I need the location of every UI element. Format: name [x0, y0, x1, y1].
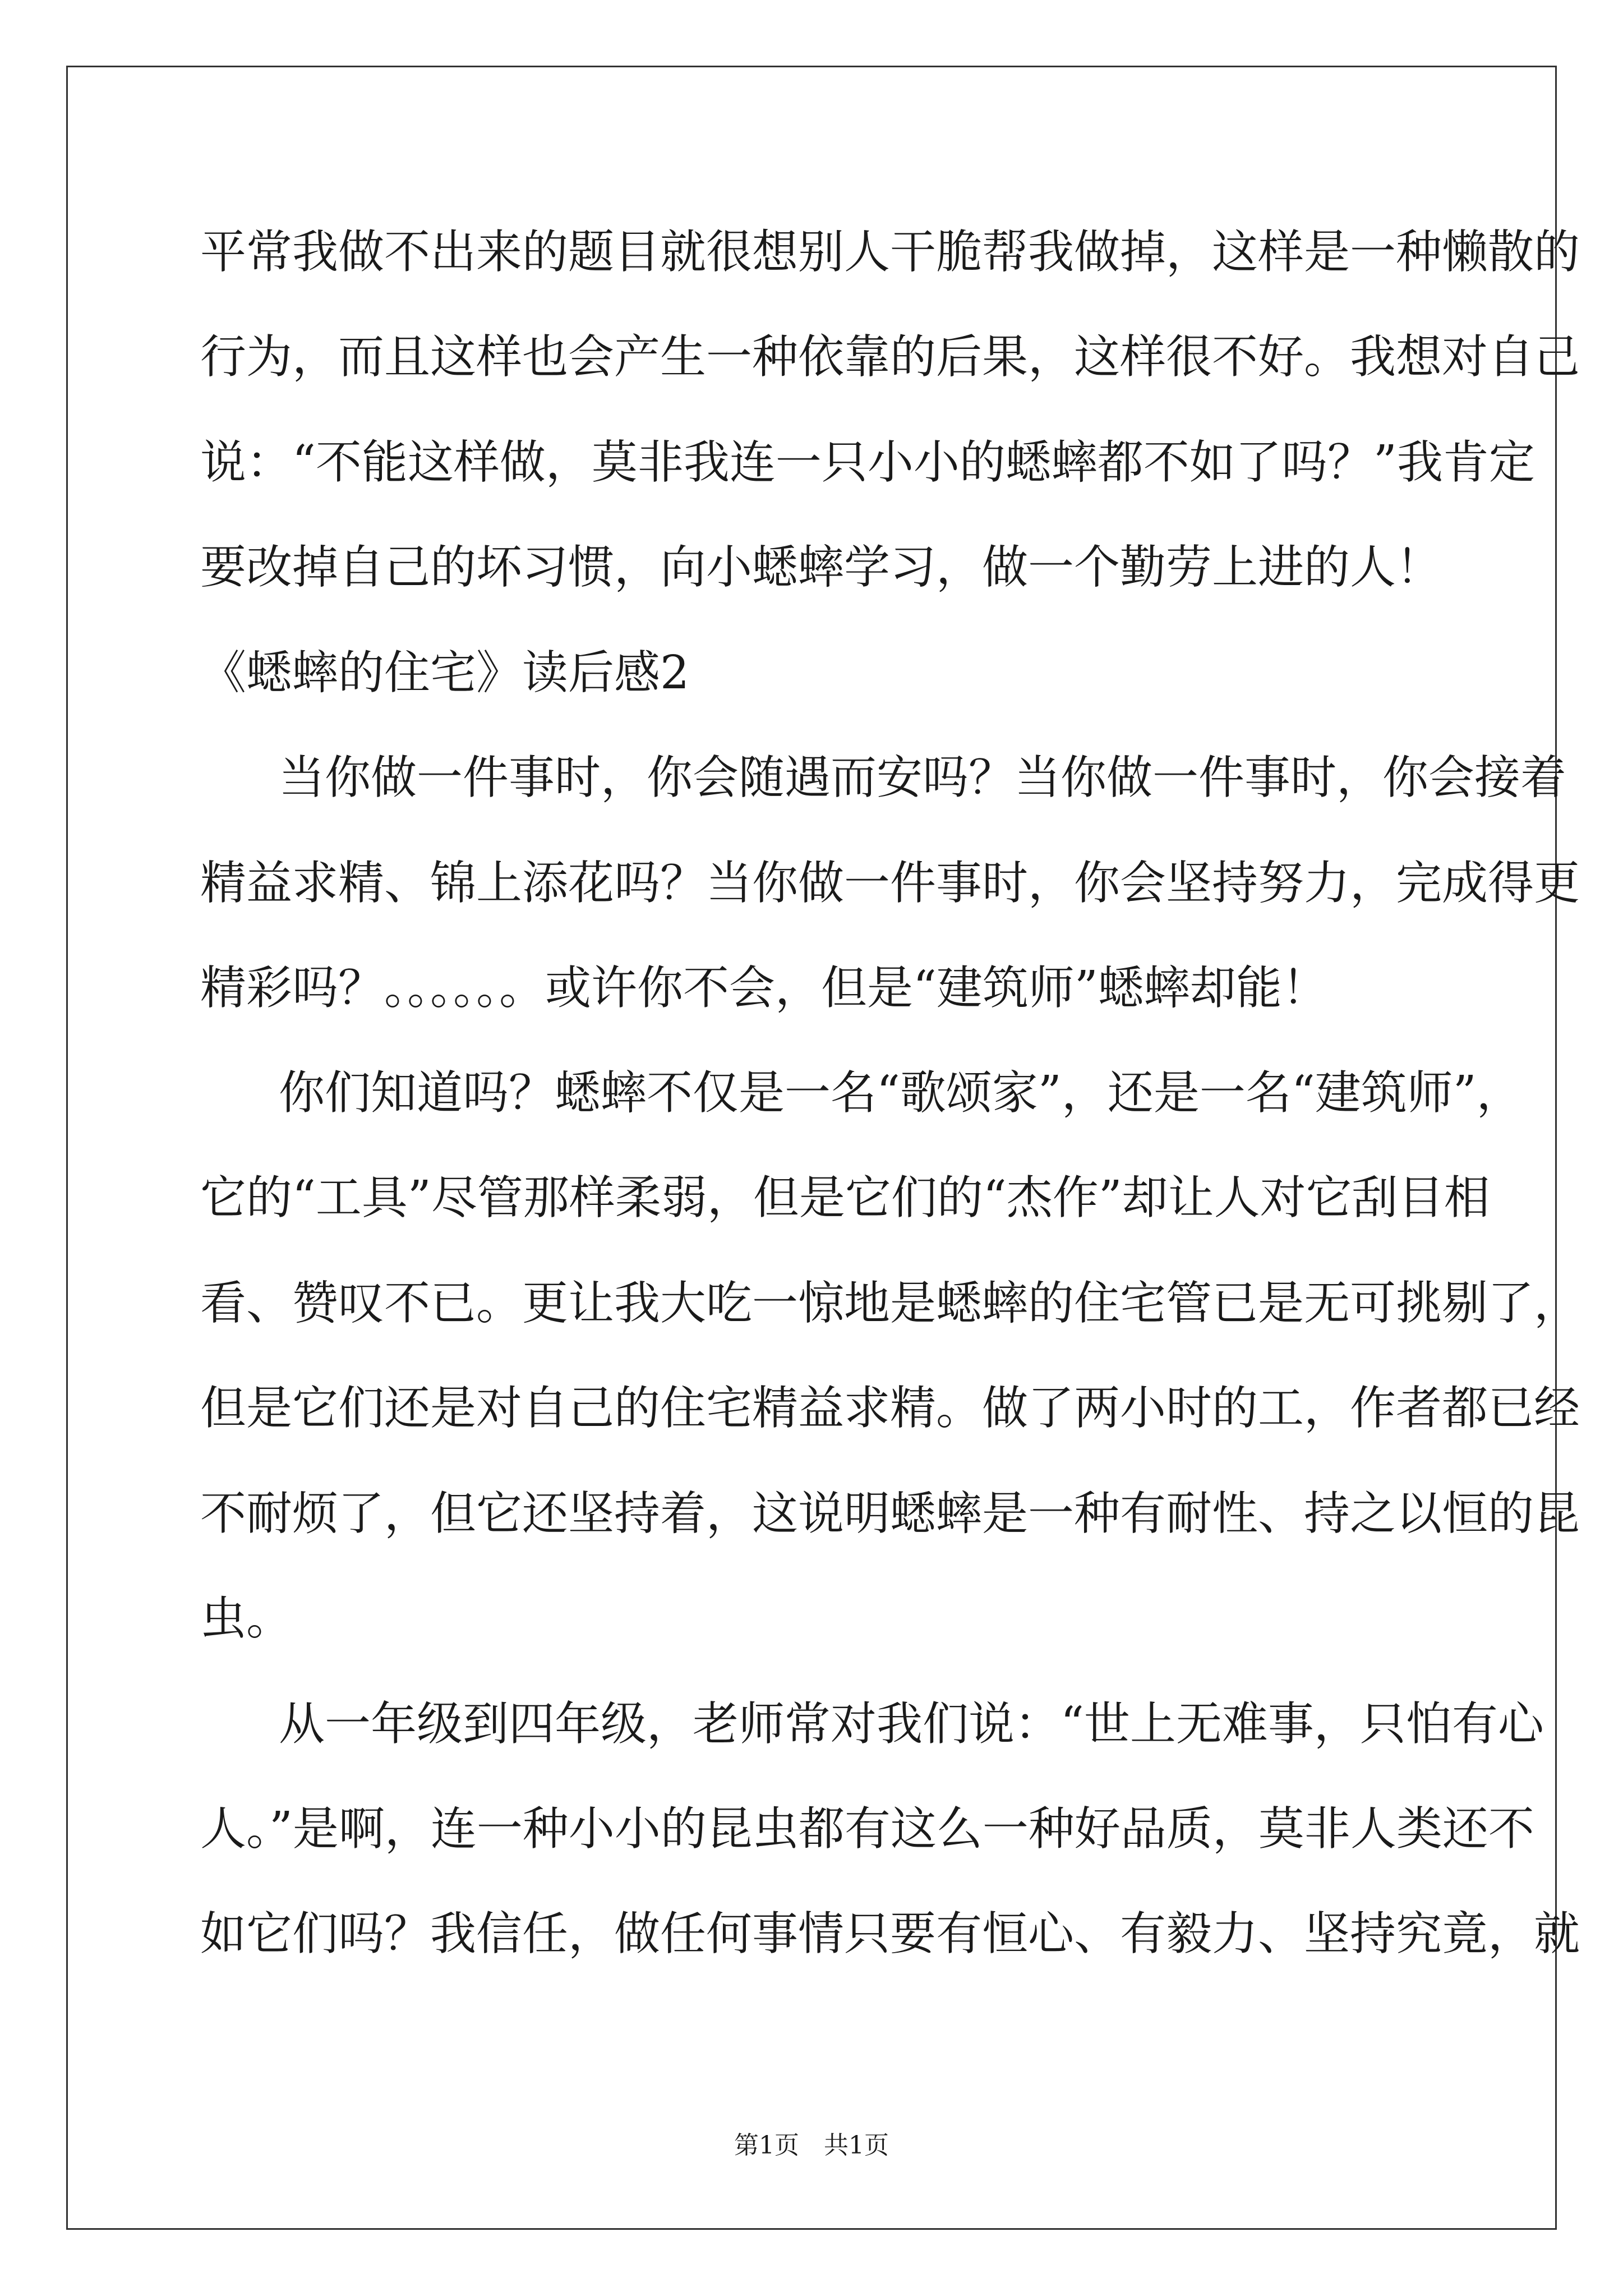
- paragraph-line: 行为，而且这样也会产生一种依靠的后果，这样很不好。我想对自己: [200, 330, 1580, 384]
- paragraph-line: 要改掉自己的坏习惯，向小蟋蟀学习，做一个勤劳上进的人！: [200, 541, 1442, 594]
- paragraph-line: 如它们吗？我信任，做任何事情只要有恒心、有毅力、坚持究竟，就: [200, 1907, 1580, 1961]
- paragraph-line: 虫。: [200, 1592, 293, 1645]
- paragraph-line: 精益求精、锦上添花吗？当你做一件事时，你会坚持努力，完成得更: [200, 857, 1580, 910]
- paragraph-line: 但是它们还是对自己的住宅精益求精。做了两小时的工，作者都已经: [200, 1382, 1580, 1435]
- paragraph-line: 从一年级到四年级，老师常对我们说：“世上无难事，只怕有心: [279, 1697, 1544, 1751]
- page-number-footer: 第1页 共1页: [734, 2131, 889, 2160]
- paragraph-line: 看、赞叹不已。更让我大吃一惊地是蟋蟀的住宅管已是无可挑剔了，: [200, 1277, 1580, 1330]
- paragraph-line: 说：“不能这样做，莫非我连一只小小的蟋蟀都不如了吗？”我肯定: [200, 436, 1535, 489]
- paragraph-line: 精彩吗？。。。。。。或许你不会，但是“建筑师”蟋蟀却能！: [200, 961, 1328, 1015]
- section-heading: 《蟋蟀的住宅》读后感2: [200, 646, 690, 700]
- paragraph-line: 不耐烦了，但它还坚持着，这说明蟋蟀是一种有耐性、持之以恒的昆: [200, 1487, 1580, 1540]
- paragraph-line: 人。”是啊，连一种小小的昆虫都有这么一种好品质，莫非人类还不: [200, 1802, 1534, 1856]
- paragraph-line: 平常我做不出来的题目就很想别人干脆帮我做掉，这样是一种懒散的: [200, 226, 1580, 279]
- paragraph-line: 它的“工具”尽管那样柔弱，但是它们的“杰作”却让人对它刮目相: [200, 1171, 1490, 1225]
- paragraph-line: 你们知道吗？蟋蟀不仅是一名“歌颂家”，还是一名“建筑师”，: [279, 1066, 1523, 1120]
- paragraph-line: 当你做一件事时，你会随遇而安吗？当你做一件事时，你会接着: [279, 751, 1567, 804]
